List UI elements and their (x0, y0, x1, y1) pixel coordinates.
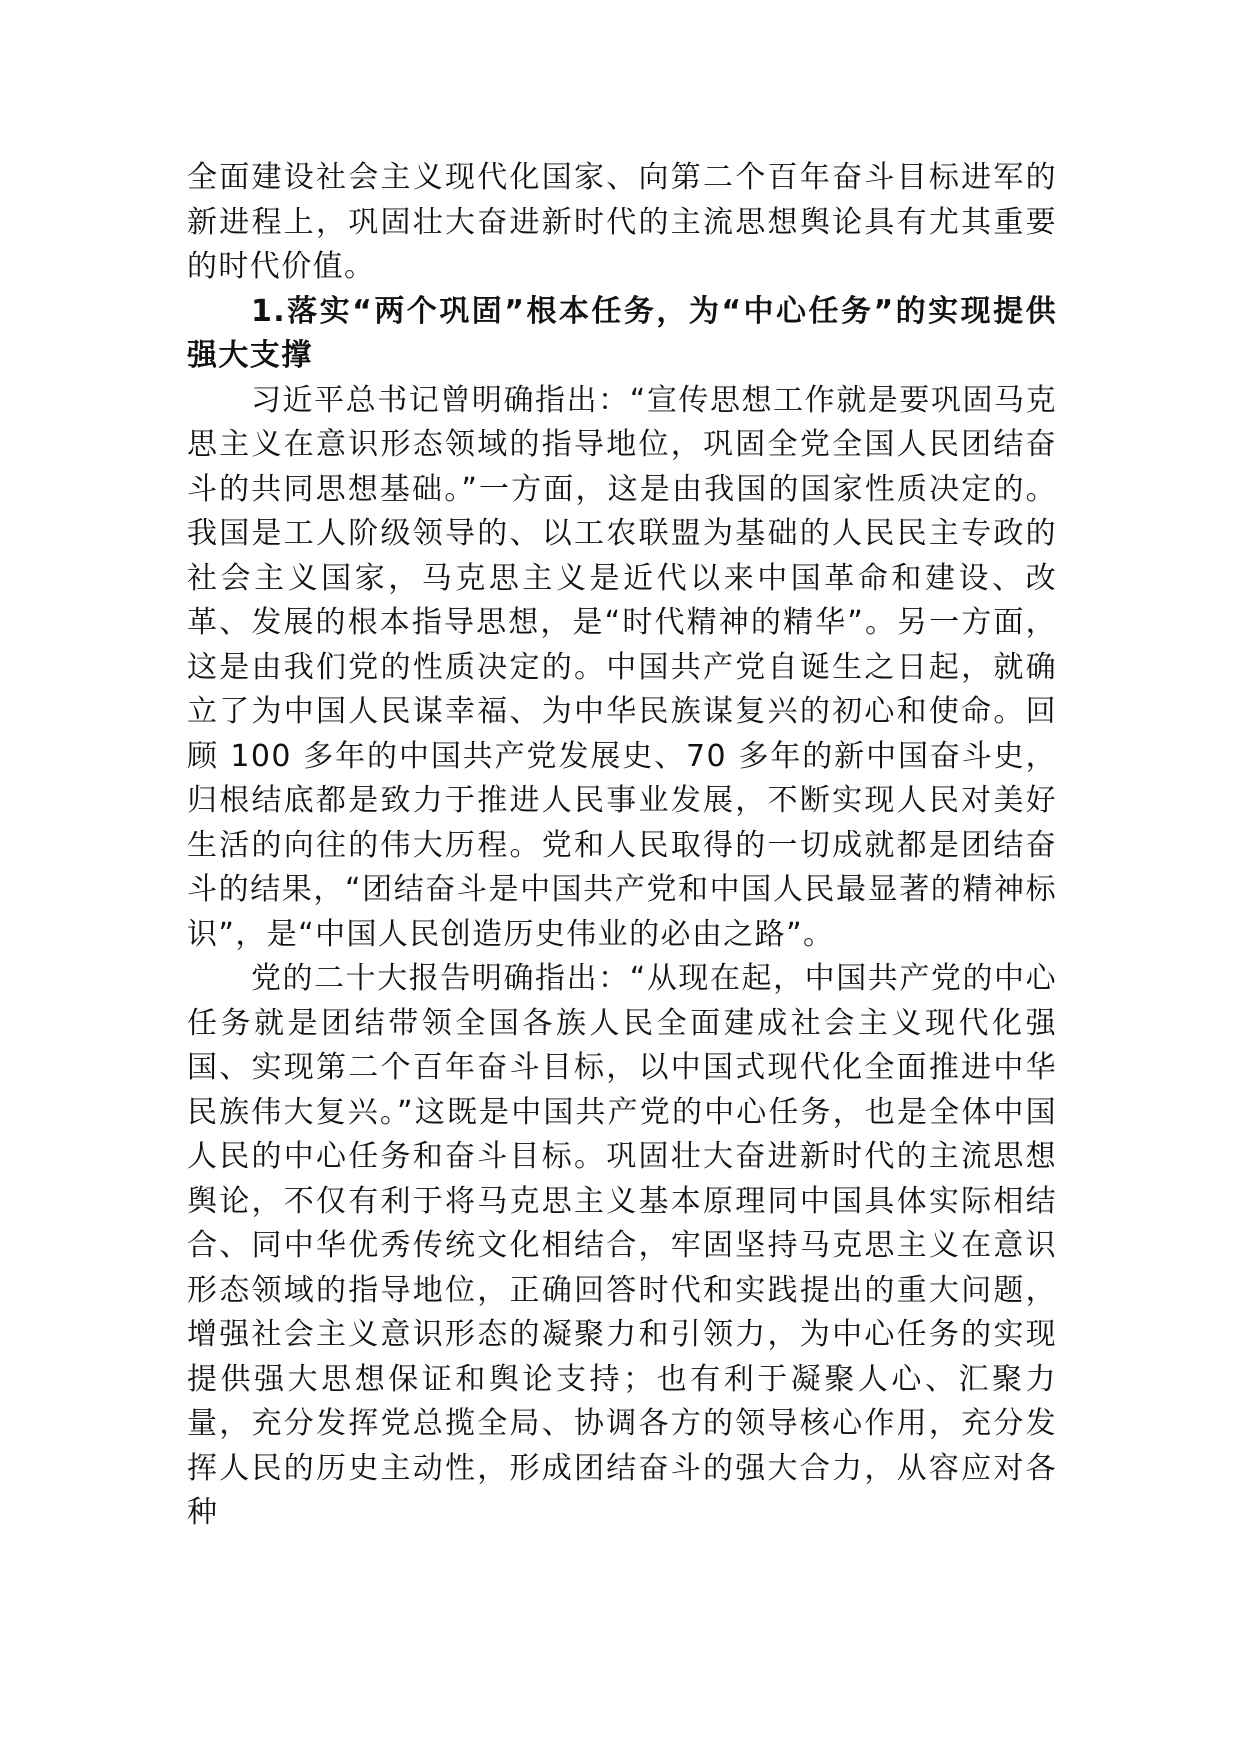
paragraph-two-consolidations: 习近平总书记曾明确指出：“宣传思想工作就是要巩固马克思主义在意识形态领域的指导地位，巩固全党全国人民团结奋斗的共同思想基础。”一方面，这是由我国的国家性质决定的。我国是工人阶级领导的、以工农联盟为基础的人民民主专政的社会主义国家，马克思主义是近代以来中国革命和建设、改革、发展的根本指导思想，是“时代精神的精华”。另一方面，这是由我们党的性质决定的。中国共产党自诞生之日起，就确立了为中国人民谋幸福、为中华民族谋复兴的初心和使命。回顾 100 多年的中国共产党发展史、70 多年的新中国奋斗史，归根结底都是致力于推进人民事业发展，不断实现人民对美好生活的向往的伟大历程。党和人民取得的一切成就都是团结奋斗的结果，“团结奋斗是中国共产党和中国人民最显著的精神标识”，是“中国人民创造历史伟业的必由之路”。 (187, 382, 1057, 952)
section-heading: 1.落实“两个巩固”根本任务，为“中心任务”的实现提供强大支撑 (187, 293, 1057, 373)
document-body (187, 156, 1057, 1536)
paragraph-intro: 全面建设社会主义现代化国家、向第二个百年奋斗目标进军的新进程上，巩固壮大奋进新时代的主流思想舆论具有尤其重要的时代价值。 (187, 160, 1057, 284)
paragraph-central-task: 党的二十大报告明确指出：“从现在起，中国共产党的中心任务就是团结带领全国各族人民全面建成社会主义现代化强国、实现第二个百年奋斗目标，以中国式现代化全面推进中华民族伟大复兴。”这既是中国共产党的中心任务，也是全体中国人民的中心任务和奋斗目标。巩固壮大奋进新时代的主流思想舆论，不仅有利于将马克思主义基本原理同中国具体实际相结合、同中华优秀传统文化相结合，牢固坚持马克思主义在意识形态领域的指导地位，正确回答时代和实践提出的重大问题，增强社会主义意识形态的凝聚力和引领力，为中心任务的实现提供强大思想保证和舆论支持；也有利于凝聚人心、汇聚力量，充分发挥党总揽全局、协调各方的领导核心作用，充分发挥人民的历史主动性，形成团结奋斗的强大合力，从容应对各种 (187, 961, 1057, 1530)
